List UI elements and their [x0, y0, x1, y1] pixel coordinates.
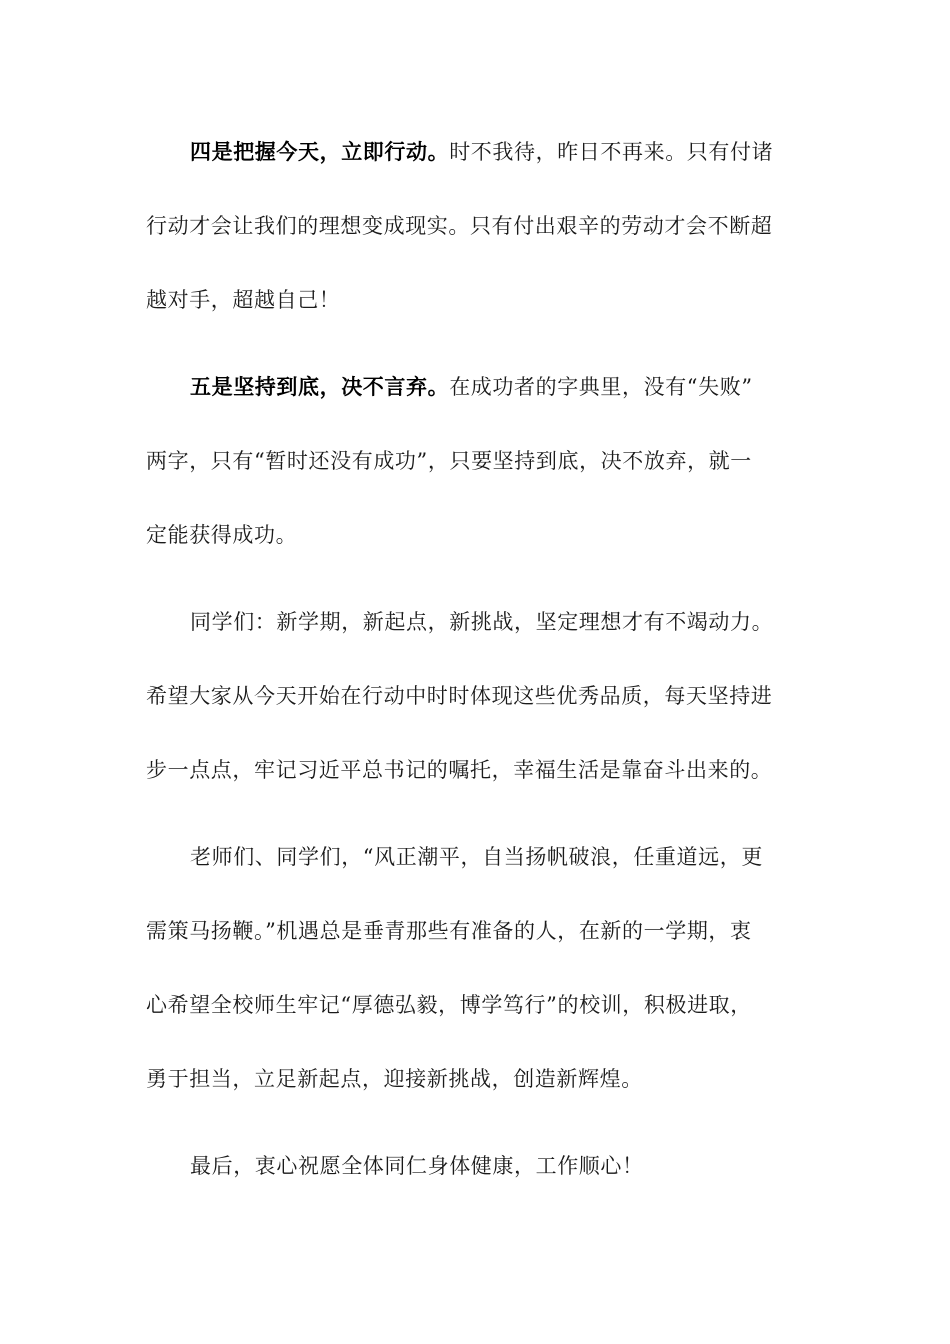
paragraph-1-heading: 四是把握今天，立即行动。: [190, 139, 450, 164]
paragraph-4-line-3: 心希望全校师生牢记“厚德弘毅，博学笃行”的校训，积极进取，: [146, 993, 752, 1017]
paragraph-4-line-1: 老师们、同学们，“风正潮平，自当扬帆破浪，任重道远，更: [190, 845, 763, 869]
paragraph-4-line-4: 勇于担当，立足新起点，迎接新挑战，创造新辉煌。: [146, 1067, 643, 1091]
paragraph-1-line-1: [190, 137, 806, 167]
paragraph-1-line-2: 行动才会让我们的理想变成现实。只有付出艰辛的劳动才会不断超: [146, 214, 773, 238]
paragraph-1-line-3: 越对手，超越自己！: [146, 288, 341, 312]
paragraph-2-heading: 五是坚持到底，决不言弃。: [190, 374, 450, 399]
paragraph-3-line-2: 希望大家从今天开始在行动中时时体现这些优秀品质，每天坚持进: [146, 684, 773, 708]
paragraph-2-line-1: [190, 372, 806, 402]
paragraph-5-line-1: 最后，衷心祝愿全体同仁身体健康，工作顺心！: [190, 1154, 644, 1178]
paragraph-2-line-3: 定能获得成功。: [146, 523, 298, 547]
paragraph-3-line-3: 步一点点，牢记习近平总书记的嘱托，幸福生活是靠奋斗出来的。: [146, 758, 773, 782]
paragraph-2-text: 在成功者的字典里，没有“失败”: [449, 375, 753, 399]
paragraph-1-text: 时不我待，昨日不再来。只有付诸: [449, 140, 774, 164]
paragraph-3-line-1: 同学们：新学期，新起点，新挑战，坚定理想才有不竭动力。: [190, 610, 774, 634]
paragraph-2-line-2: 两字，只有“暂时还没有成功”，只要坚持到底，决不放弃，就一: [146, 449, 752, 473]
paragraph-4-line-2: 需策马扬鞭。”机遇总是垂青那些有准备的人，在新的一学期，衷: [146, 919, 752, 943]
